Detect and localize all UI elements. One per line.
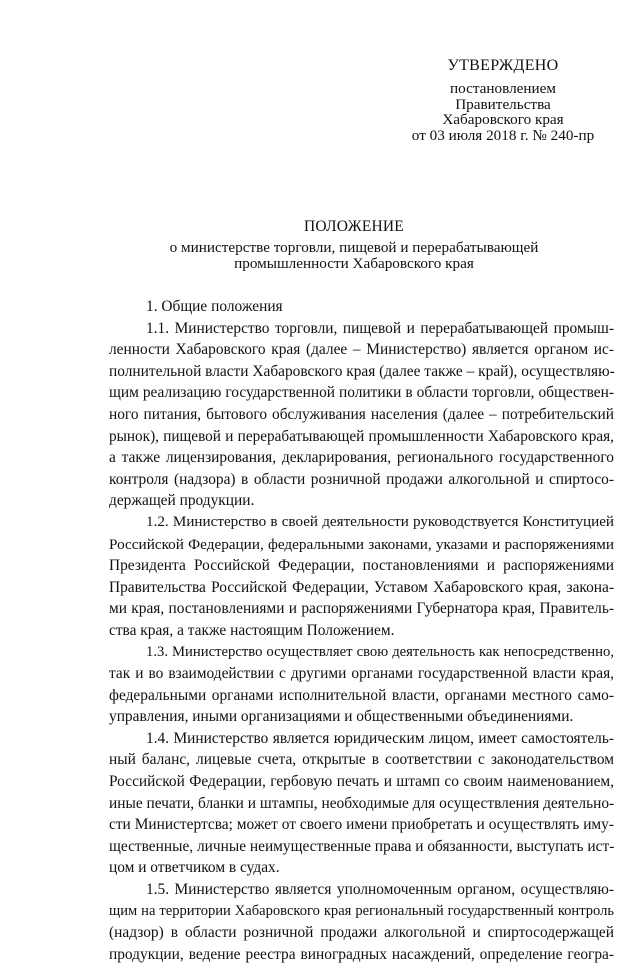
paragraph-line: 1.3. Министерство осуществляет свою деятельность как непосредственно, — [146, 643, 614, 660]
approval-title: УТВЕРЖДЕНО — [447, 57, 559, 74]
document-title: ПОЛОЖЕНИЕ — [304, 218, 404, 235]
document-body — [109, 296, 614, 965]
paragraph-line: рынок), пищевой и перерабатывающей промышленности Хабаровского края, — [109, 427, 614, 445]
paragraph-line: иные печати, бланки и штампы, необходимые для осуществления деятельно- — [109, 794, 615, 812]
paragraph-line: управления, иными организациями и общественными объединениями. — [109, 708, 574, 726]
paragraph-line: 1.4. Министерство является юридическим лицом, имеет самостоятель- — [146, 729, 614, 747]
paragraph-line: а также лицензирования, декларирования, регионального государственного — [109, 449, 614, 467]
document-heading — [124, 218, 584, 271]
paragraph-line: федеральными органами исполнительной власти, органами местного само- — [109, 686, 614, 704]
section-title: 1. Общие положения — [146, 298, 283, 315]
paragraph-line: 1.5. Министерство является уполномоченным органом, осуществляю- — [146, 881, 614, 899]
paragraph-line: ми края, постановлениями и распоряжениями Губернатора края, Правитель- — [109, 600, 614, 618]
paragraph-line: ленности Хабаровского края (далее – Министерство) является органом ис- — [109, 341, 614, 359]
paragraph-line: щим реализацию государственной политики в области торговли, обществен- — [109, 384, 614, 402]
paragraph-line: сти Министертсва; может от своего имени приобретать и осуществлять иму- — [109, 816, 614, 834]
approval-line-2: Правительства — [455, 95, 551, 113]
approval-line-1: постановлением — [449, 79, 557, 97]
paragraph-line: цом и ответчиком в судах. — [109, 859, 280, 877]
approval-stamp — [398, 58, 608, 144]
paragraph-line: Правительства Российской Федерации, Уставом Хабаровского края, законa- — [109, 578, 614, 596]
paragraph-1-5 — [109, 879, 614, 965]
paragraph-line: 1.2. Министерство в своей деятельности руководствуется Конституцией — [146, 513, 614, 530]
approval-line-4: от 03 июля 2018 г. № 240-пр — [411, 127, 595, 145]
paragraph-line: так и во взаимодействии с другими органами государственной власти края, — [109, 665, 614, 683]
paragraph-line: щественные, личные неимущественные права и обязанности, выступать ист- — [109, 837, 615, 855]
paragraph-1-1 — [109, 318, 614, 512]
paragraph-1-2 — [109, 512, 614, 642]
paragraph-line: щим на территории Хабаровского края региональный государственный контроль — [109, 902, 614, 919]
paragraph-1-4 — [109, 728, 614, 879]
paragraph-line: (надзор) в области розничной продажи алкогольной и спиртосодержащей — [109, 924, 614, 942]
paragraph-line: ного питания, бытового обслуживания населения (далее – потребительский — [109, 405, 614, 423]
paragraph-line: Российской Федерации, гербовую печать и штамп со своим наименованием, — [109, 773, 614, 791]
paragraph-line: полнительной власти Хабаровского края (далее также – край), осуществляю- — [109, 362, 615, 380]
paragraph-line: держащей продукции. — [109, 492, 255, 510]
paragraph-1-3 — [109, 642, 614, 728]
approval-line-3: Хабаровского края — [442, 111, 564, 129]
paragraph-line: Российской Федерации, федеральными законами, указами и распоряжениями — [109, 535, 614, 553]
paragraph-line: 1.1. Министерство торговли, пищевой и перерабатывающей промыш- — [146, 319, 614, 337]
document-subtitle-line-2: промышленности Хабаровского края — [234, 254, 474, 272]
paragraph-line: продукции, ведение реестра виноградных насаждений, определение геогра- — [109, 945, 614, 963]
paragraph-line: ный баланс, лицевые счета, открытые в соответствии с законодательством — [109, 751, 614, 769]
paragraph-line: контроля (надзора) в области розничной продажи алкогольной и спиртосо- — [109, 470, 614, 488]
paragraph-line: ства края, а также настоящим Положением. — [109, 621, 395, 639]
document-subtitle-line-1: о министерстве торговли, пищевой и перерабатывающей — [169, 239, 539, 256]
paragraph-line: Президента Российской Федерации, постановлениями и распоряжениями — [109, 557, 614, 575]
